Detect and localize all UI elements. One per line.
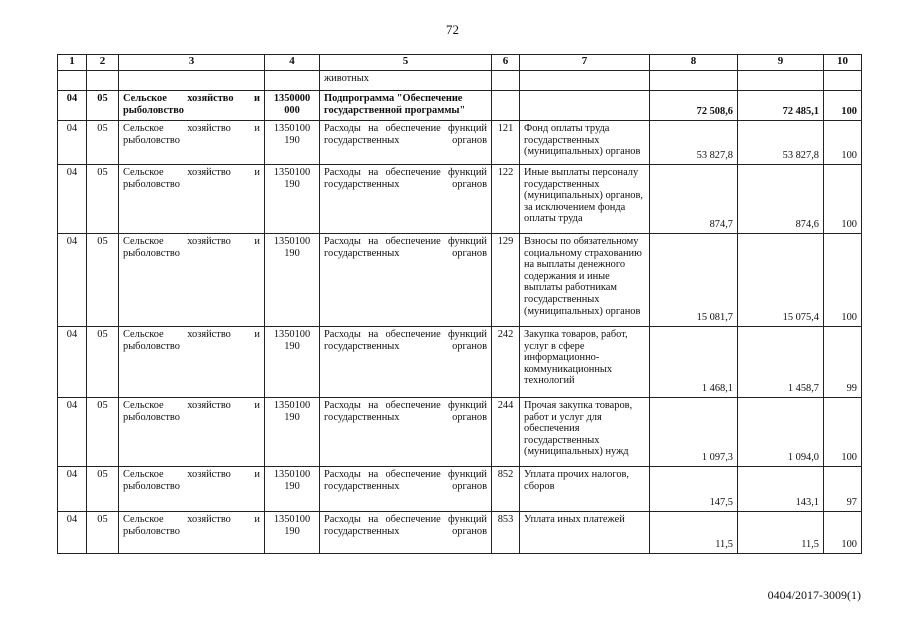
continuation-row: [58, 71, 862, 91]
execution-percent: 100: [824, 91, 862, 121]
expense-type-code: 121: [492, 121, 520, 165]
column-header-6: 6: [492, 55, 520, 71]
header-row: [58, 55, 862, 71]
table-row: [58, 91, 862, 121]
page-number: 72: [446, 22, 459, 37]
executed-amount: 53 827,8: [738, 121, 824, 165]
approved-amount: 147,5: [650, 467, 738, 512]
approved-amount: 11,5: [650, 512, 738, 554]
expense-type-code: 852: [492, 467, 520, 512]
continuation-text: животных: [320, 71, 492, 91]
column-header-8: 8: [650, 55, 738, 71]
expense-type-code: 244: [492, 398, 520, 467]
expense-name: Расходы на обеспечение функций государственных органов: [320, 234, 492, 327]
approved-amount: 72 508,6: [650, 91, 738, 121]
table-row: [58, 398, 862, 467]
executed-amount: 72 485,1: [738, 91, 824, 121]
subsection-code: 05: [87, 398, 119, 467]
expense-type-name: Уплата иных платежей: [520, 512, 650, 554]
document-code: 0404/2017-3009(1): [767, 588, 861, 602]
subsection-code: 05: [87, 165, 119, 234]
expense-type-code: 242: [492, 327, 520, 398]
target-article-code: 1350100 190: [265, 512, 320, 554]
target-article-code: 1350100 190: [265, 467, 320, 512]
execution-percent: 100: [824, 512, 862, 554]
table-row: [58, 121, 862, 165]
expense-type-code: 853: [492, 512, 520, 554]
section-name: Сельское хозяйство и рыболовство: [119, 398, 265, 467]
column-header-1: 1: [58, 55, 87, 71]
section-code: 04: [58, 398, 87, 467]
approved-amount: 1 468,1: [650, 327, 738, 398]
expense-type-name: Иные выплаты персоналу государственных (муниципальных) органов, за исключением фонда оплаты труда: [520, 165, 650, 234]
budget-table: [57, 54, 862, 554]
approved-amount: 874,7: [650, 165, 738, 234]
executed-amount: 15 075,4: [738, 234, 824, 327]
section-code: 04: [58, 512, 87, 554]
subsection-code: 05: [87, 234, 119, 327]
target-article-code: 1350100 190: [265, 165, 320, 234]
executed-amount: 1 094,0: [738, 398, 824, 467]
section-name: Сельское хозяйство и рыболовство: [119, 512, 265, 554]
table-row: [58, 234, 862, 327]
column-header-10: 10: [824, 55, 862, 71]
section-code: 04: [58, 165, 87, 234]
approved-amount: 1 097,3: [650, 398, 738, 467]
section-name: Сельское хозяйство и рыболовство: [119, 467, 265, 512]
column-header-5: 5: [320, 55, 492, 71]
expense-name: Расходы на обеспечение функций государственных органов: [320, 512, 492, 554]
table-row: [58, 512, 862, 554]
table-row: [58, 467, 862, 512]
execution-percent: 100: [824, 234, 862, 327]
approved-amount: 15 081,7: [650, 234, 738, 327]
expense-type-name: Фонд оплаты труда государственных (муниципальных) органов: [520, 121, 650, 165]
column-header-9: 9: [738, 55, 824, 71]
section-code: 04: [58, 121, 87, 165]
expense-type-name: Взносы по обязательному социальному страхованию на выплаты денежного содержания и иные выплаты работникам государственных (муниципальных) органов: [520, 234, 650, 327]
section-code: 04: [58, 467, 87, 512]
subsection-code: 05: [87, 121, 119, 165]
executed-amount: 143,1: [738, 467, 824, 512]
target-article-code: 1350100 190: [265, 398, 320, 467]
executed-amount: 11,5: [738, 512, 824, 554]
section-name: Сельское хозяйство и рыболовство: [119, 234, 265, 327]
executed-amount: 1 458,7: [738, 327, 824, 398]
expense-name: Расходы на обеспечение функций государственных органов: [320, 327, 492, 398]
target-article-code: 1350100 190: [265, 121, 320, 165]
column-header-3: 3: [119, 55, 265, 71]
section-name: Сельское хозяйство и рыболовство: [119, 91, 265, 121]
execution-percent: 100: [824, 121, 862, 165]
expense-type-code: 129: [492, 234, 520, 327]
expense-type-name: Прочая закупка товаров, работ и услуг для обеспечения государственных (муниципальных) нужд: [520, 398, 650, 467]
expense-name: Расходы на обеспечение функций государственных органов: [320, 398, 492, 467]
section-code: 04: [58, 234, 87, 327]
column-header-2: 2: [87, 55, 119, 71]
column-header-7: 7: [520, 55, 650, 71]
expense-type-name: Закупка товаров, работ, услуг в сфере информационно-коммуникационных технологий: [520, 327, 650, 398]
expense-name: Расходы на обеспечение функций государственных органов: [320, 467, 492, 512]
section-code: 04: [58, 327, 87, 398]
section-name: Сельское хозяйство и рыболовство: [119, 327, 265, 398]
table-row: [58, 165, 862, 234]
subsection-code: 05: [87, 91, 119, 121]
subsection-code: 05: [87, 327, 119, 398]
target-article-code: 1350100 190: [265, 234, 320, 327]
expense-type-name: [520, 91, 650, 121]
executed-amount: 874,6: [738, 165, 824, 234]
subsection-code: 05: [87, 467, 119, 512]
expense-type-code: [492, 91, 520, 121]
target-article-code: 1350000 000: [265, 91, 320, 121]
execution-percent: 100: [824, 398, 862, 467]
table-row: [58, 327, 862, 398]
expense-type-code: 122: [492, 165, 520, 234]
column-header-4: 4: [265, 55, 320, 71]
section-name: Сельское хозяйство и рыболовство: [119, 165, 265, 234]
expense-name: Расходы на обеспечение функций государственных органов: [320, 165, 492, 234]
execution-percent: 97: [824, 467, 862, 512]
expense-name: Подпрограмма "Обеспечение государственной программы": [320, 91, 492, 121]
approved-amount: 53 827,8: [650, 121, 738, 165]
subsection-code: 05: [87, 512, 119, 554]
section-name: Сельское хозяйство и рыболовство: [119, 121, 265, 165]
expense-type-name: Уплата прочих налогов, сборов: [520, 467, 650, 512]
execution-percent: 99: [824, 327, 862, 398]
target-article-code: 1350100 190: [265, 327, 320, 398]
execution-percent: 100: [824, 165, 862, 234]
section-code: 04: [58, 91, 87, 121]
expense-name: Расходы на обеспечение функций государственных органов: [320, 121, 492, 165]
